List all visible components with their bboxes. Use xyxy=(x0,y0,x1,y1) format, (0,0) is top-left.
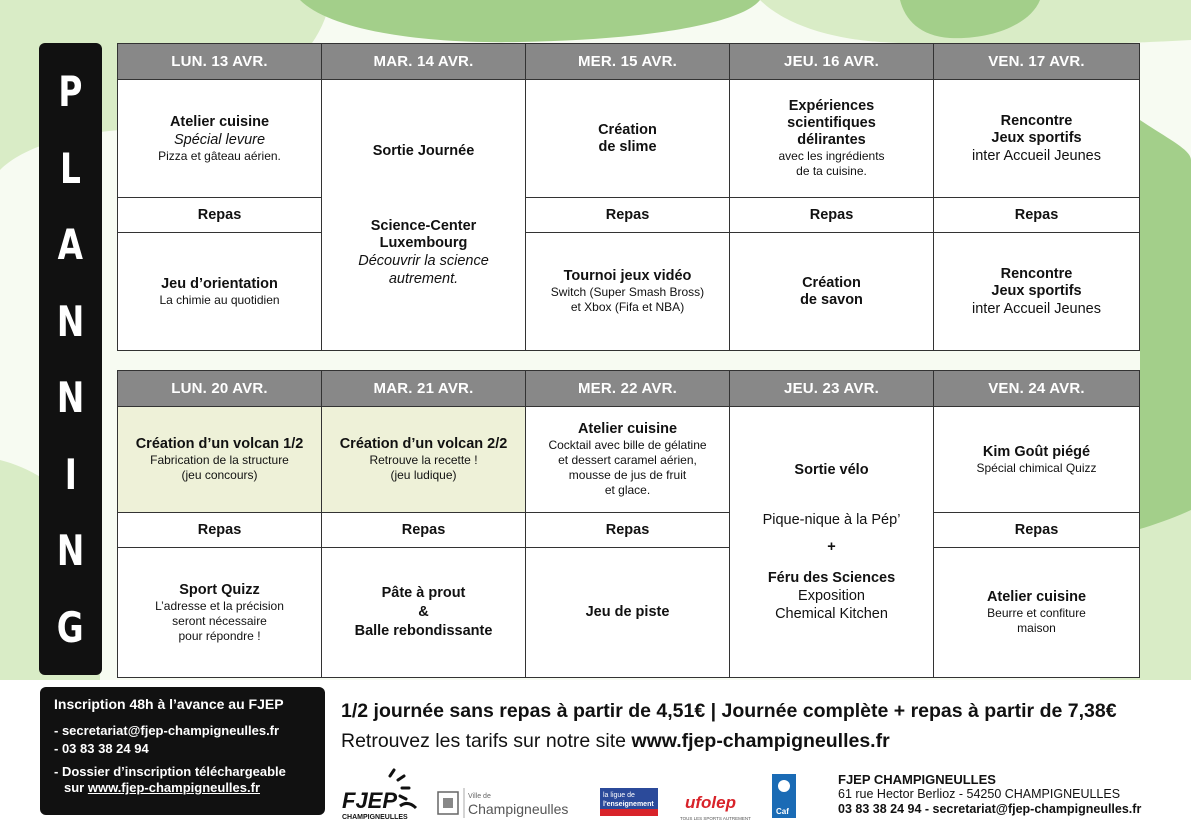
lunch-cell xyxy=(526,513,730,548)
info-phone: - 03 83 38 24 94 xyxy=(54,741,149,756)
activity-detail: avec les ingrédients de ta cuisine. xyxy=(778,149,885,178)
activity-detail: Pizza et gâteau aérien. xyxy=(158,148,281,163)
address-street: 61 rue Hector Berlioz - 54250 CHAMPIGNEULLES xyxy=(838,787,1121,801)
lunch-label: Repas xyxy=(1014,521,1059,538)
ligue-logo-line1: la ligue de xyxy=(603,792,635,799)
lunch-label: Repas xyxy=(605,206,650,223)
day-header: VEN. 24 AVR. xyxy=(934,371,1140,407)
day-header: LUN. 20 AVR. xyxy=(118,371,322,407)
day-header: VEN. 17 AVR. xyxy=(934,44,1140,80)
planning-letter: N xyxy=(56,373,85,423)
week1-table xyxy=(117,43,1140,351)
activity-title: Rencontre Jeux sportifs xyxy=(991,265,1082,299)
caf-logo xyxy=(772,774,796,818)
activity-cell xyxy=(526,407,730,513)
activity-title: Rencontre Jeux sportifs xyxy=(991,112,1082,146)
lunch-cell xyxy=(526,198,730,233)
info-heading: Inscription 48h à l’avance au FJEP xyxy=(54,696,284,712)
partner-logos xyxy=(340,768,800,824)
lunch-cell xyxy=(322,513,526,548)
website-prefix: Retrouvez les tarifs sur notre site xyxy=(341,730,632,752)
activity-cell xyxy=(934,407,1140,513)
address-block xyxy=(838,772,1141,817)
day-header: JEU. 16 AVR. xyxy=(730,44,934,80)
activity-detail: Cocktail avec bille de gélatine et dessert caramel aérien, mousse de jus de fruit et glace. xyxy=(548,438,707,497)
activity-cell xyxy=(526,233,730,351)
ville-logo xyxy=(438,788,568,818)
ufolep-logo-text: ufolep xyxy=(685,793,736,812)
day-header: JEU. 23 AVR. xyxy=(730,371,934,407)
website-link[interactable]: www.fjep-champigneulles.fr xyxy=(631,730,890,752)
activity-detail: Pique-nique à la Pép’ xyxy=(762,511,901,528)
activity-title: Création d’un volcan 2/2 xyxy=(339,436,508,452)
activity-title: Création d’un volcan 1/2 xyxy=(135,436,304,452)
day-header: LUN. 13 AVR. xyxy=(118,44,322,80)
activity-title: Jeu de piste xyxy=(585,604,670,620)
activity-cell xyxy=(118,407,322,513)
planning-banner xyxy=(39,43,102,675)
activity-cell-fullday xyxy=(322,80,526,351)
fjep-logo-text: FJEP xyxy=(342,788,398,813)
activity-cell xyxy=(526,548,730,678)
activity-detail: Switch (Super Smash Bross) et Xbox (Fifa et NBA) xyxy=(550,285,705,314)
activity-cell xyxy=(526,80,730,198)
activity-detail: L’adresse et la précision seront nécessaire pour répondre ! xyxy=(155,598,284,643)
activity-cell xyxy=(730,80,934,198)
activity-title: Création de slime xyxy=(598,121,657,155)
activity-cell xyxy=(934,233,1140,351)
caf-logo-text: Caf xyxy=(776,807,789,816)
address-contact[interactable]: 03 83 38 24 94 - secretariat@fjep-champigneulles.fr xyxy=(838,802,1142,816)
lunch-cell xyxy=(118,513,322,548)
activity-detail: Retrouve la recette ! (jeu ludique) xyxy=(369,453,478,482)
activity-detail: Exposition Chemical Kitchen xyxy=(775,587,888,622)
activity-cell-fullday xyxy=(730,407,934,678)
planning-letter: L xyxy=(60,143,81,193)
fjep-logo-sub: CHAMPIGNEULLES xyxy=(342,814,408,821)
activity-title: Atelier cuisine xyxy=(577,421,678,437)
info-email[interactable]: - secretariat@fjep-champigneulles.fr xyxy=(54,723,280,738)
activity-title: Sortie Journée xyxy=(372,142,475,159)
day-header: MER. 15 AVR. xyxy=(526,44,730,80)
lunch-label: Repas xyxy=(1014,206,1059,223)
planning-letter: A xyxy=(57,220,84,270)
activity-detail: Beurre et confiture maison xyxy=(987,606,1086,635)
activity-title: Tournoi jeux vidéo xyxy=(563,268,692,284)
activity-cell xyxy=(322,548,526,678)
lunch-cell xyxy=(730,198,934,233)
activity-title: Expériences scientifiques délirantes xyxy=(787,98,876,148)
info-box xyxy=(40,687,325,815)
activity-title: Atelier cuisine xyxy=(169,113,270,130)
activity-title: Création de savon xyxy=(800,274,863,308)
info-dossier-link[interactable]: www.fjep-champigneulles.fr xyxy=(87,780,260,795)
activity-cell xyxy=(934,80,1140,198)
planning-letter: N xyxy=(56,296,85,346)
activity-title: Science-Center Luxembourg xyxy=(370,217,477,251)
website-line xyxy=(341,730,890,753)
ufolep-logo-sub: TOUS LES SPORTS AUTREMENT xyxy=(680,816,751,821)
day-header: MAR. 21 AVR. xyxy=(322,371,526,407)
ufolep-logo xyxy=(680,793,751,821)
activity-cell xyxy=(934,548,1140,678)
ville-logo-small: Ville de xyxy=(468,793,491,800)
plus-sign: + xyxy=(827,538,836,555)
ville-logo-name: Champigneulles xyxy=(468,801,569,817)
lunch-cell xyxy=(934,198,1140,233)
fjep-logo xyxy=(342,770,416,821)
ligue-logo xyxy=(600,788,658,816)
activity-title: Pâte à prout & Balle rebondissante xyxy=(354,585,493,639)
activity-title: Féru des Sciences xyxy=(767,569,896,586)
day-header: MAR. 14 AVR. xyxy=(322,44,526,80)
activity-title: Sortie vélo xyxy=(794,461,869,478)
activity-cell xyxy=(322,407,526,513)
activity-italic: Spécial levure xyxy=(173,131,266,148)
activity-title: Sport Quizz xyxy=(179,581,260,598)
activity-detail: La chimie au quotidien xyxy=(159,292,280,307)
price-line: 1/2 journée sans repas à partir de 4,51€ | Journée complète + repas à partir de 7,38€ xyxy=(341,700,1117,722)
activity-title: Kim Goût piégé xyxy=(982,443,1091,460)
activity-cell xyxy=(118,548,322,678)
week2-table xyxy=(117,370,1140,678)
info-dossier-line xyxy=(54,780,311,796)
planning-letter: N xyxy=(56,526,85,576)
lunch-label: Repas xyxy=(809,206,854,223)
activity-detail: inter Accueil Jeunes xyxy=(972,300,1101,317)
activity-detail: Spécial chimical Quizz xyxy=(976,460,1097,475)
info-dossier: - Dossier d’inscription téléchargeable xyxy=(54,764,286,779)
ligue-logo-line2: l'enseignement xyxy=(603,801,654,808)
day-header: MER. 22 AVR. xyxy=(526,371,730,407)
planning-letter: I xyxy=(64,449,77,499)
lunch-label: Repas xyxy=(197,521,242,538)
lunch-label: Repas xyxy=(197,206,242,223)
activity-detail: inter Accueil Jeunes xyxy=(972,147,1101,164)
lunch-cell xyxy=(118,198,322,233)
lunch-label: Repas xyxy=(605,521,650,538)
activity-title: Jeu d’orientation xyxy=(161,275,278,292)
activity-title: Atelier cuisine xyxy=(986,589,1087,605)
address-name: FJEP CHAMPIGNEULLES xyxy=(838,772,996,787)
lunch-cell xyxy=(934,513,1140,548)
activity-cell xyxy=(118,80,322,198)
activity-cell xyxy=(730,233,934,351)
info-dossier-prefix: sur xyxy=(64,780,88,795)
planning-letter: G xyxy=(57,602,84,652)
lunch-label: Repas xyxy=(401,521,446,538)
planning-letter: P xyxy=(58,67,83,116)
activity-cell xyxy=(118,233,322,351)
activity-italic: Découvrir la science autrement. xyxy=(358,252,489,287)
activity-detail: Fabrication de la structure (jeu concours) xyxy=(150,453,289,482)
